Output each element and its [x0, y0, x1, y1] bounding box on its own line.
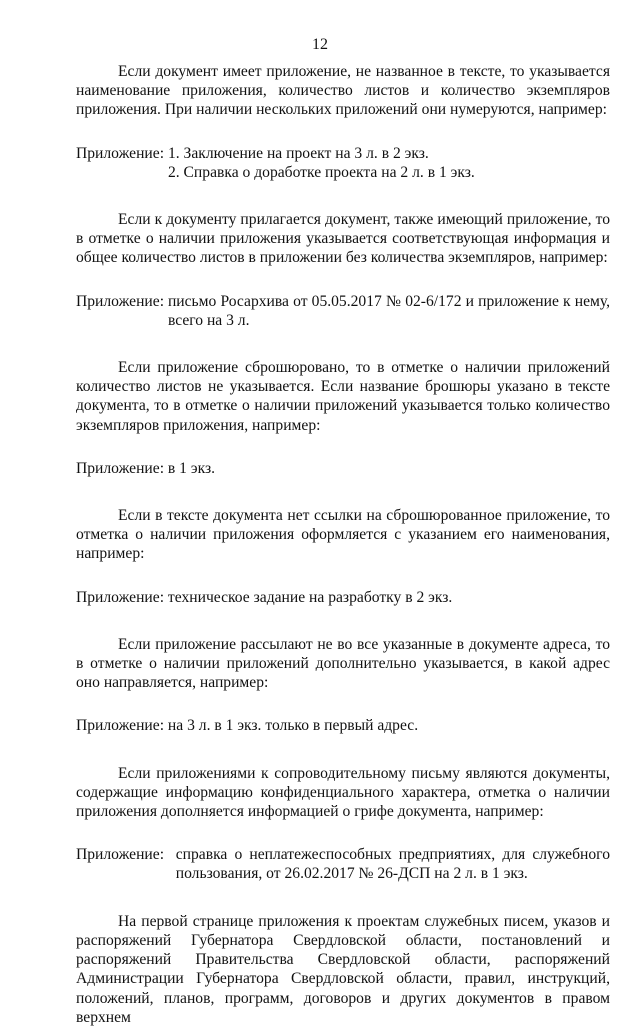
example-2-text: письмо Росархива от 05.05.2017 № 02-6/172 и приложение к нему, всего на 3 л. — [167, 292, 610, 329]
paragraph-3: Если приложение сброшюровано, то в отметке о наличии приложений количество листов не указывается. Если название брошюры указано в тексте документа, то в отметке о наличии приложений указывается только количество экземпляров приложения, например: — [76, 359, 610, 434]
paragraph-6: Если приложениями к сопроводительному письму являются документы, содержащие информацию конфиденциального характера, отметка о наличии приложения дополняется информацией о грифе документа, например: — [76, 764, 610, 821]
example-6-text: справка о неплатежеспособных предприятиях, для служебного пользования, от 26.02.2017 № 26-ДСП на 2 л. в 1 экз. — [175, 846, 610, 883]
example-1-item-2: 2. Справка о доработке проекта на 2 л. в 1 экз. — [167, 163, 475, 181]
example-1-label: Приложение: — [76, 144, 165, 162]
paragraph-5: Если приложение рассылают не во все указанные в документе адреса, то в отметке о наличии приложений дополнительно указывается, в какой адрес оно направляется, например: — [76, 635, 610, 692]
example-6-label: Приложение: — [76, 846, 165, 864]
example-2-label: Приложение: — [76, 292, 165, 310]
paragraph-1: Если документ имеет приложение, не названное в тексте, то указывается наименование приложения, количество листов и количество экземпляров приложения. При наличии нескольких приложений они нумеруются, например: — [76, 63, 610, 119]
example-4: Приложение: техническое задание на разработку в 2 экз. — [76, 588, 453, 606]
paragraph-4: Если в тексте документа нет ссылки на сброшюрованное приложение, то отметка о наличии приложения оформляется с указанием его наименования, например: — [76, 507, 610, 563]
example-1-item-1: 1. Заключение на проект на 3 л. в 2 экз. — [167, 144, 429, 162]
page-number: 12 — [312, 36, 328, 53]
example-3: Приложение: в 1 экз. — [76, 459, 216, 477]
document-body — [76, 62, 610, 1027]
example-6 — [76, 845, 610, 883]
example-5: Приложение: на 3 л. в 1 экз. только в первый адрес. — [76, 717, 419, 735]
paragraph-7: На первой странице приложения к проектам служебных писем, указов и распоряжений Губернатора Свердловской области, постановлений и распоряжений Правительства Свердловской области, распоряжений Администрации Губернатора Свердловской области, правил, инструкций, положений, планов, программ, договоров и других документов в правом верхнем — [76, 912, 610, 1026]
example-1 — [76, 144, 610, 182]
paragraph-2: Если к документу прилагается документ, также имеющий приложение, то в отметке о наличии приложения указывается соответствующая информация и общее количество листов в приложении без количества экземпляров, например: — [76, 211, 610, 267]
example-2 — [76, 292, 610, 330]
